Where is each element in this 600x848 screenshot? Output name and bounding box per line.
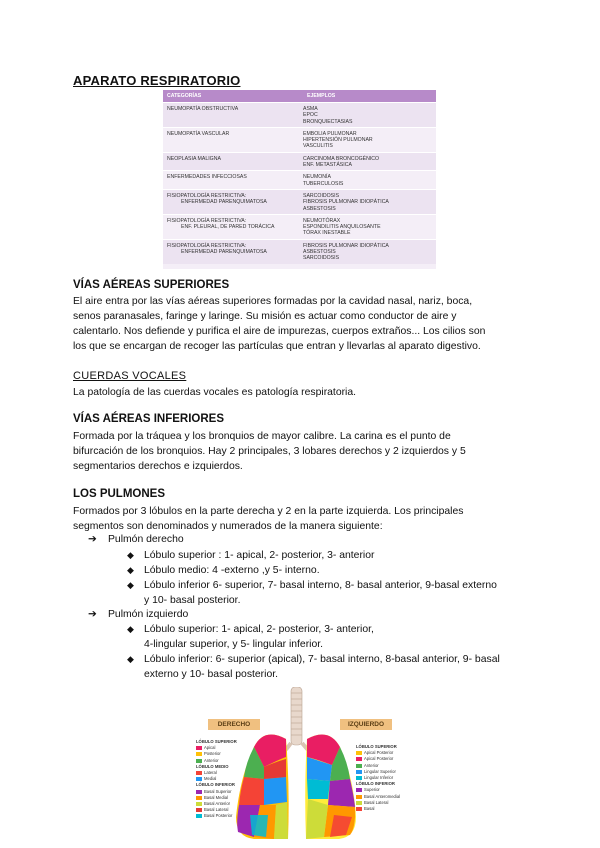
table-cell-category xyxy=(163,190,301,214)
right-lung-label: Pulmón derecho xyxy=(108,534,184,545)
category-label: FISIOPATOLOGÍA RESTRICTIVA: xyxy=(167,242,247,249)
table-row xyxy=(163,214,436,239)
list-item-text: Lóbulo inferior 6- superior, 7- basal interno, 8- basal anterior, 9-basal externo xyxy=(144,580,497,591)
category-label: FISIOPATOLOGÍA RESTRICTIVA: xyxy=(167,217,247,224)
legend-label: Basal Posterior xyxy=(204,813,233,819)
text-line: senos paranasales, faringe y laringe. Su misión es actuar como conductor de aire y xyxy=(73,311,457,322)
example-item: EPOC xyxy=(303,112,318,119)
example-item: CARCINOMA BRONCOGÉNICO xyxy=(303,155,380,162)
right-lobe-superior xyxy=(127,548,527,563)
diamond-bullet-icon: ◆ xyxy=(127,550,134,560)
lung-segments-figure xyxy=(194,687,418,848)
table-cell-category xyxy=(163,128,301,152)
category-detail: ENFERMEDAD PARENQUIMATOSA xyxy=(181,198,267,205)
lungs-illustration xyxy=(194,687,418,848)
section-title-vai: VÍAS AÉREAS INFERIORES xyxy=(73,413,225,425)
legend-label: Apical Posterior xyxy=(364,756,394,762)
bullet-right-lung xyxy=(88,533,184,545)
right-lung-tag: DERECHO xyxy=(208,719,260,730)
table-cell-examples xyxy=(301,240,436,264)
paragraph-vai xyxy=(73,429,527,474)
table-cell-category xyxy=(163,171,301,189)
example-item: ASBESTOSIS xyxy=(303,249,336,256)
table-row xyxy=(163,239,436,264)
category-detail: ENFERMEDAD PARENQUIMATOSA xyxy=(181,248,267,255)
list-item-text: y 10- basal posterior. xyxy=(144,595,241,606)
table-row xyxy=(163,189,436,214)
table-cell-examples xyxy=(301,128,436,152)
example-item: ASMA xyxy=(303,106,318,112)
table-row xyxy=(163,170,436,189)
example-item: NEUMOTÓRAX xyxy=(303,217,341,224)
legend-label: Basal Anteromedial xyxy=(364,793,401,799)
list-item-text: Lóbulo superior: 1- apical, 2- posterior, 3- anterior, xyxy=(144,624,374,635)
table-header-category: CATEGORÍAS xyxy=(167,93,202,99)
diamond-bullet-icon: ◆ xyxy=(127,624,134,634)
text-line: segmentarios derechos e izquierdos. xyxy=(73,461,243,472)
table-cell-examples xyxy=(301,103,436,127)
legend-label: Medial xyxy=(204,776,217,782)
legend-label: LÓBULO MEDIO xyxy=(196,763,229,769)
example-item: HIPERTENSIÓN PULMONAR xyxy=(303,137,373,144)
table-cell-category xyxy=(163,103,301,127)
legend-label: Apical Posterior xyxy=(364,750,394,756)
table-cell-category xyxy=(163,215,301,239)
example-item: SARCOIDOSIS xyxy=(303,192,340,199)
category-label: ENFERMEDADES INFECCIOSAS xyxy=(167,174,247,181)
right-lobe-inferior xyxy=(127,578,527,608)
example-item: EMBOLIA PULMONAR xyxy=(303,130,357,137)
legend-label: Basal Superior xyxy=(204,788,232,794)
legend-label: Basal Medial xyxy=(204,794,228,800)
example-item: FIBROSIS PULMONAR IDIOPÁTICA xyxy=(303,199,389,206)
table-row xyxy=(163,152,436,171)
table-cell-examples xyxy=(301,215,436,239)
legend-label: Basal Lateral xyxy=(364,799,389,805)
category-label: NEUMOPATÍA OBSTRUCTIVA xyxy=(167,106,239,112)
category-label: NEUMOPATÍA VASCULAR xyxy=(167,130,230,137)
legend-label: Lingular Superior xyxy=(364,768,396,774)
legend-label: Anterior xyxy=(204,757,219,763)
right-lobe-medio xyxy=(127,563,527,578)
text-line: calentarlo. Nos defiende y purifica el aire de impurezas, cuerpos extraños... Los cilios son xyxy=(73,326,486,337)
table-body xyxy=(163,102,436,264)
legend-label: Superior xyxy=(364,787,380,793)
legend-label: Lateral xyxy=(204,770,217,776)
left-lobe-inferior xyxy=(127,652,527,682)
legend-label: Lingular Inferior xyxy=(364,775,394,781)
example-item: SARCOIDOSIS xyxy=(303,255,340,262)
table-row xyxy=(163,127,436,152)
legend-label: LÓBULO INFERIOR xyxy=(356,781,395,787)
legend-label: LÓBULO SUPERIOR xyxy=(356,744,397,749)
left-lung-tag: IZQUIERDO xyxy=(340,719,392,730)
example-item: TÓRAX INESTABLE xyxy=(303,230,351,237)
list-item-text: 4-lingular superior, y 5- lingular inferior. xyxy=(144,639,324,650)
list-item-text: Lóbulo superior : 1- apical, 2- posterior, 3- anterior xyxy=(144,550,375,561)
paragraph-cuerdas-vocales: La patología de las cuerdas vocales es patología respiratoria. xyxy=(73,387,357,398)
paragraph-vas xyxy=(73,294,527,354)
legend-label: Basal Anterior xyxy=(204,801,231,807)
pathology-table xyxy=(163,90,436,269)
legend-label: Basal Lateral xyxy=(204,807,229,813)
legend-label: Posterior xyxy=(204,751,221,757)
right-lung-icon xyxy=(236,735,289,840)
example-item: ASBESTOSIS xyxy=(303,205,336,212)
example-item: BRONQUIECTASIAS xyxy=(303,118,353,125)
legend-label: Basal xyxy=(364,806,375,812)
diamond-bullet-icon: ◆ xyxy=(127,580,134,590)
table-row xyxy=(163,102,436,127)
text-line: Formada por la tráquea y los bronquios de mayor calibre. La carina es el punto de xyxy=(73,431,451,442)
arrow-icon: ➔ xyxy=(88,534,97,545)
text-line: El aire entra por las vías aéreas superiores formadas por la cavidad nasal, nariz, boca, xyxy=(73,296,473,307)
left-lung-icon xyxy=(305,735,356,840)
diamond-bullet-icon: ◆ xyxy=(127,654,134,664)
text-line: segmentos son denominados y numerados de la manera siguiente: xyxy=(73,521,383,532)
table-cell-examples xyxy=(301,190,436,214)
page-title: APARATO RESPIRATORIO xyxy=(73,73,241,88)
example-item: ESPONDILITIS ANQUILOSANTE xyxy=(303,224,381,231)
table-cell-examples xyxy=(301,171,436,189)
legend-label: Apical xyxy=(204,745,216,751)
diamond-bullet-icon: ◆ xyxy=(127,565,134,575)
table-header-examples: EJEMPLOS xyxy=(307,93,336,99)
example-item: VASCULITIS xyxy=(303,143,333,150)
table-cell-examples xyxy=(301,153,436,171)
category-label: FISIOPATOLOGÍA RESTRICTIVA: xyxy=(167,192,247,199)
section-title-pulmones: LOS PULMONES xyxy=(73,488,166,500)
list-item-text: Lóbulo medio: 4 -externo ,y 5- interno. xyxy=(144,565,320,576)
table-cell-category xyxy=(163,153,301,171)
left-lung-label: Pulmón izquierdo xyxy=(108,609,189,620)
example-item: TUBERCULOSIS xyxy=(303,180,344,187)
category-label: NEOPLASIA MALIGNA xyxy=(167,155,221,162)
table-cell-category xyxy=(163,240,301,264)
left-lobe-superior xyxy=(127,622,527,652)
section-title-cuerdas-vocales: CUERDAS VOCALES xyxy=(73,370,187,382)
text-line: bifurcación de los bronquios. Hay 2 principales, 3 lobares derechos y 2 izquierdos y 5 xyxy=(73,446,466,457)
example-item: ENF. METASTÁSICA xyxy=(303,162,352,169)
paragraph-pulmones xyxy=(73,504,527,534)
bullet-left-lung xyxy=(88,608,188,620)
legend-label: LÓBULO INFERIOR xyxy=(196,782,235,788)
list-item-text: Lóbulo inferior: 6- superior (apical), 7- basal interno, 8-basal anterior, 9- basal xyxy=(144,654,500,665)
legend-label: LÓBULO SUPERIOR xyxy=(196,739,237,744)
legend-label: Anterior xyxy=(364,762,379,768)
arrow-icon: ➔ xyxy=(88,609,97,620)
category-detail: ENF. PLEURAL, DE PARED TORÁCICA xyxy=(181,223,275,230)
list-item-text: externo y 10- basal posterior. xyxy=(144,669,278,680)
table-header xyxy=(163,90,436,102)
text-line: Formados por 3 lóbulos en la parte derecha y 2 en la parte izquierda. Los principales xyxy=(73,506,464,517)
example-item: FIBROSIS PULMONAR IDIOPÁTICA xyxy=(303,242,389,249)
text-line: los que se encargan de recoger las partículas que entran y llevarlas al aparato digestivo. xyxy=(73,341,481,352)
example-item: NEUMONÍA xyxy=(303,174,331,181)
section-title-vas: VÍAS AÉREAS SUPERIORES xyxy=(73,279,230,291)
